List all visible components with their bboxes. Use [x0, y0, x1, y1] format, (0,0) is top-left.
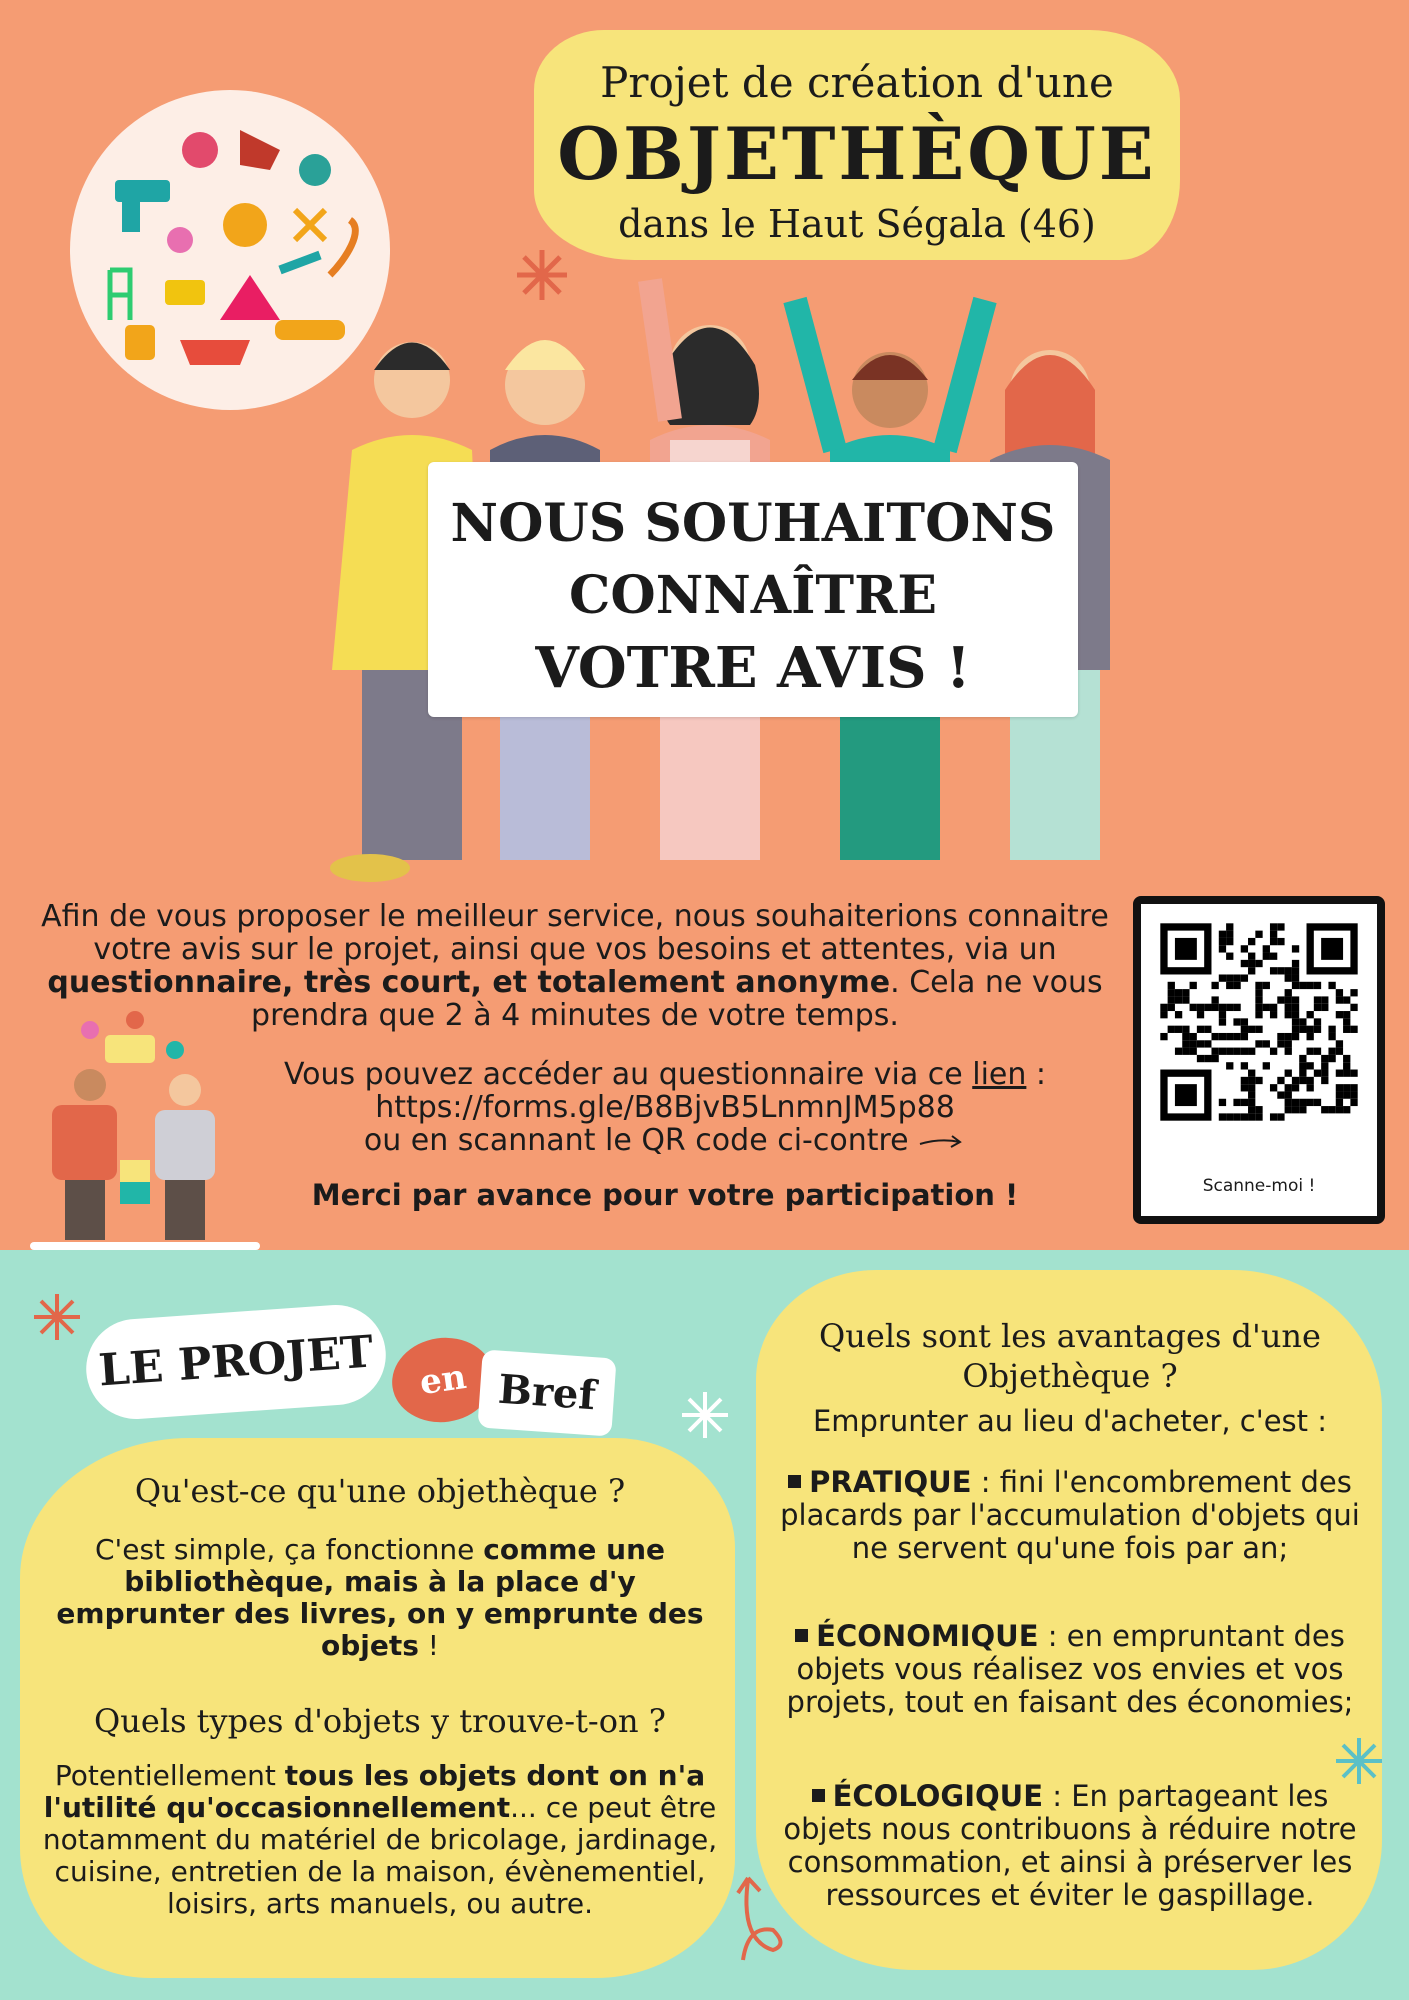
faq-question-1: Qu'est-ce qu'une objethèque ? [134, 1472, 626, 1510]
title-line-1: Projet de création d'une [600, 58, 1114, 107]
bullet-icon [788, 1475, 801, 1488]
qr-code-card[interactable] [1133, 896, 1385, 1224]
questionnaire-link[interactable]: lien [972, 1057, 1027, 1092]
access-colon: : [1026, 1057, 1047, 1092]
title-bubble [534, 30, 1180, 260]
glue-icon [125, 325, 155, 360]
grill-icon [299, 154, 331, 186]
advantage-item [780, 1780, 1360, 1912]
advantage-label: ÉCOLOGIQUE [832, 1779, 1044, 1813]
disco-ball-icon [182, 132, 218, 168]
intro-text-1: Afin de vous proposer le meilleur service, nous souhaiterions connaitre votre avis sur le projet, ainsi que vos besoins et attentes, via un [41, 899, 1109, 967]
jigsaw-icon [165, 280, 205, 305]
questionnaire-url[interactable]: https://forms.gle/B8BjvB5LnmnJM5p88 [375, 1090, 955, 1125]
faq-answer-1 [40, 1534, 720, 1662]
title-line-3: dans le Haut Ségala (46) [618, 202, 1096, 246]
wheelbarrow-icon [240, 130, 280, 170]
asterisk-icon [517, 250, 567, 300]
faq-answer-1-text: C'est simple, ça fonctionne [94, 1533, 484, 1566]
sparkle-icon [680, 1390, 730, 1440]
arrow-right-icon [918, 1132, 966, 1152]
circular-saw-icon [223, 203, 267, 247]
sign-line-3: VOTRE AVIS ! [535, 635, 971, 701]
chair-icon [110, 270, 130, 320]
thanks-text: Merci par avance pour votre participation ! [311, 1178, 1019, 1212]
faq-answer-2-end: ... ce peut être notamment du matériel de bricolage, jardinage, cuisine, entretien de la maison, évènementiel, loisirs, arts manuels, ou autre. [42, 1791, 718, 1920]
sign-board [428, 462, 1078, 717]
tent-icon [220, 275, 280, 320]
tools-icon [295, 210, 325, 240]
projet-bref: Bref [477, 1349, 616, 1436]
faq-answer-2-bold: tous les objets dont on n'a l'utilité qu'occasionnellement [43, 1759, 706, 1824]
qr-label: Scanne-moi ! [1202, 1176, 1316, 1196]
access-text: Vous pouvez accéder au questionnaire via ce [283, 1057, 973, 1092]
sign-line-1: NOUS SOUHAITONS [450, 493, 1056, 554]
advantage-text: : fini l'encombrement des placards par l'accumulation d'objets qui ne servent qu'une fois par an; [780, 1465, 1360, 1565]
curly-arrow-icon [718, 1868, 788, 1968]
bullet-icon [812, 1789, 825, 1802]
intro-text-bold: questionnaire, très court, et totalement anonyme [47, 965, 891, 1000]
faq-answer-2-text: Potentiellement [54, 1759, 285, 1792]
advantages-intro: Emprunter au lieu d'acheter, c'est : [812, 1404, 1328, 1438]
projet-en: en [387, 1331, 500, 1428]
advantage-label: PRATIQUE [809, 1465, 972, 1499]
sparkle-icon [1334, 1736, 1384, 1786]
advantages-title: Quels sont les avantages d'une Objethèque ? [819, 1317, 1321, 1395]
advantage-label: ÉCONOMIQUE [816, 1619, 1039, 1653]
lawnmower-icon [180, 340, 250, 365]
faq-answer-1-bold: comme une bibliothèque, mais à la place d'y emprunter des livres, on y emprunte des objets [56, 1533, 704, 1662]
advantage-text: : En partageant les objets nous contribuons à réduire notre consommation, et ainsi à préserver les ressources et éviter le gaspillage. [783, 1779, 1357, 1912]
faq-answer-1-end: ! [418, 1629, 440, 1662]
advantage-item [780, 1466, 1360, 1565]
qr-code-icon [1153, 916, 1365, 1128]
faq-answer-2 [40, 1760, 720, 1920]
advantage-text: : en empruntant des objets vous réalisez vos envies et vos projets, tout en faisant des économies; [786, 1619, 1354, 1719]
bowling-icon [167, 227, 193, 253]
sign-line-2: CONNAÎTRE [569, 565, 937, 626]
qr-instruction: ou en scannant le QR code ci-contre [363, 1123, 909, 1158]
asterisk-icon [32, 1292, 82, 1342]
survey-illustration [30, 1010, 260, 1250]
intro-text-2: . Cela ne vous prendra que 2 à 4 minutes de votre temps. [251, 965, 1103, 1033]
access-info [250, 1058, 1080, 1157]
bullet-icon [795, 1629, 808, 1642]
advantage-item [780, 1620, 1360, 1719]
projet-title: LE PROJET [83, 1302, 389, 1423]
drill-icon [115, 180, 170, 202]
faq-question-2: Quels types d'objets y trouve-t-on ? [94, 1702, 666, 1740]
page-title: OBJETHÈQUE [557, 111, 1157, 196]
